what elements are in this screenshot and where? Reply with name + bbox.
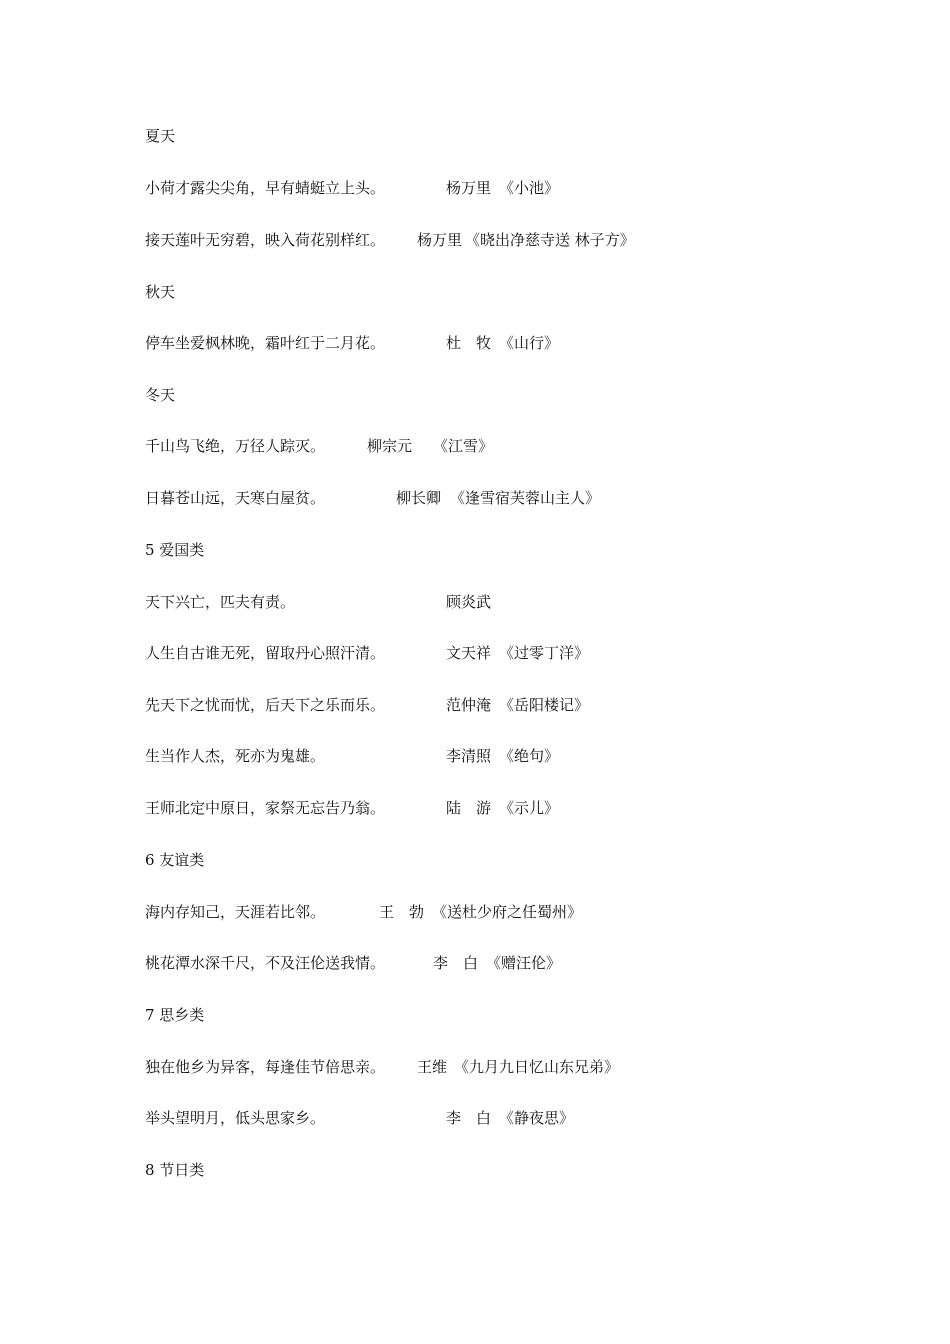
- verse-author: 柳长卿: [396, 489, 442, 507]
- verse-author: 李 白: [433, 954, 479, 972]
- verse-author: 文天祥: [446, 644, 492, 662]
- verse-text: 千山鸟飞绝，万径人踪灭。: [145, 437, 326, 455]
- verse-author: 顾炎武: [446, 593, 492, 611]
- verse-author: 杨万里: [446, 179, 492, 197]
- verse-author: 杨万里: [417, 231, 463, 249]
- verse-text: 举头望明月，低头思家乡。: [145, 1109, 326, 1127]
- verse-title: 《静夜思》: [499, 1109, 575, 1127]
- verse-text: 接天莲叶无穷碧，映入荷花别样红。: [145, 231, 386, 249]
- verse-title: 《江雪》: [433, 437, 494, 455]
- verse-text: 日暮苍山远，天寒白屋贫。: [145, 489, 326, 507]
- heading-text: 8 节日类: [145, 1161, 205, 1179]
- verse-text: 先天下之忧而忧，后天下之乐而乐。: [145, 696, 386, 714]
- heading-text: 6 友谊类: [145, 851, 205, 869]
- verse-title: 《过零丁洋》: [499, 644, 590, 662]
- verse-title: 《绝句》: [499, 747, 560, 765]
- verse-text: 王师北定中原日，家祭无忘告乃翁。: [145, 799, 386, 817]
- verse-author: 陆 游: [446, 799, 492, 817]
- verse-title: 《小池》: [499, 179, 560, 197]
- verse-author: 范仲淹: [446, 696, 492, 714]
- verse-author: 王 勃: [379, 903, 425, 921]
- verse-text: 海内存知己，天涯若比邻。: [145, 903, 326, 921]
- verse-title: 《赠汪伦》: [486, 954, 562, 972]
- heading-text: 5 爱国类: [145, 541, 205, 559]
- heading-text: 夏天: [145, 127, 176, 145]
- heading-text: 秋天: [145, 283, 176, 301]
- verse-title: 《山行》: [499, 334, 560, 352]
- verse-text: 独在他乡为异客，每逢佳节倍思亲。: [145, 1058, 386, 1076]
- verse-author: 杜 牧: [446, 334, 492, 352]
- verse-author: 李 白: [446, 1109, 492, 1127]
- verse-text: 停车坐爱枫林晚，霜叶红于二月花。: [145, 334, 386, 352]
- verse-title: 《九月九日忆山东兄弟》: [454, 1058, 620, 1076]
- verse-author: 柳宗元: [367, 437, 413, 455]
- verse-title: 《逢雪宿芙蓉山主人》: [450, 489, 601, 507]
- heading-text: 冬天: [145, 386, 176, 404]
- verse-text: 桃花潭水深千尺，不及汪伦送我情。: [145, 954, 386, 972]
- verse-title: 《晓出净慈寺送 林子方》: [465, 231, 635, 249]
- verse-text: 人生自古谁无死，留取丹心照汗清。: [145, 644, 386, 662]
- verse-text: 生当作人杰，死亦为鬼雄。: [145, 747, 326, 765]
- verse-title: 《岳阳楼记》: [499, 696, 590, 714]
- verse-title: 《送杜少府之任蜀州》: [432, 903, 583, 921]
- verse-text: 小荷才露尖尖角，早有蜻蜓立上头。: [145, 179, 386, 197]
- verse-author: 王维: [417, 1058, 448, 1076]
- verse-author: 李清照: [446, 747, 492, 765]
- verse-text: 天下兴亡，匹夫有责。: [145, 593, 296, 611]
- verse-title: 《示儿》: [499, 799, 560, 817]
- heading-text: 7 思乡类: [145, 1006, 205, 1024]
